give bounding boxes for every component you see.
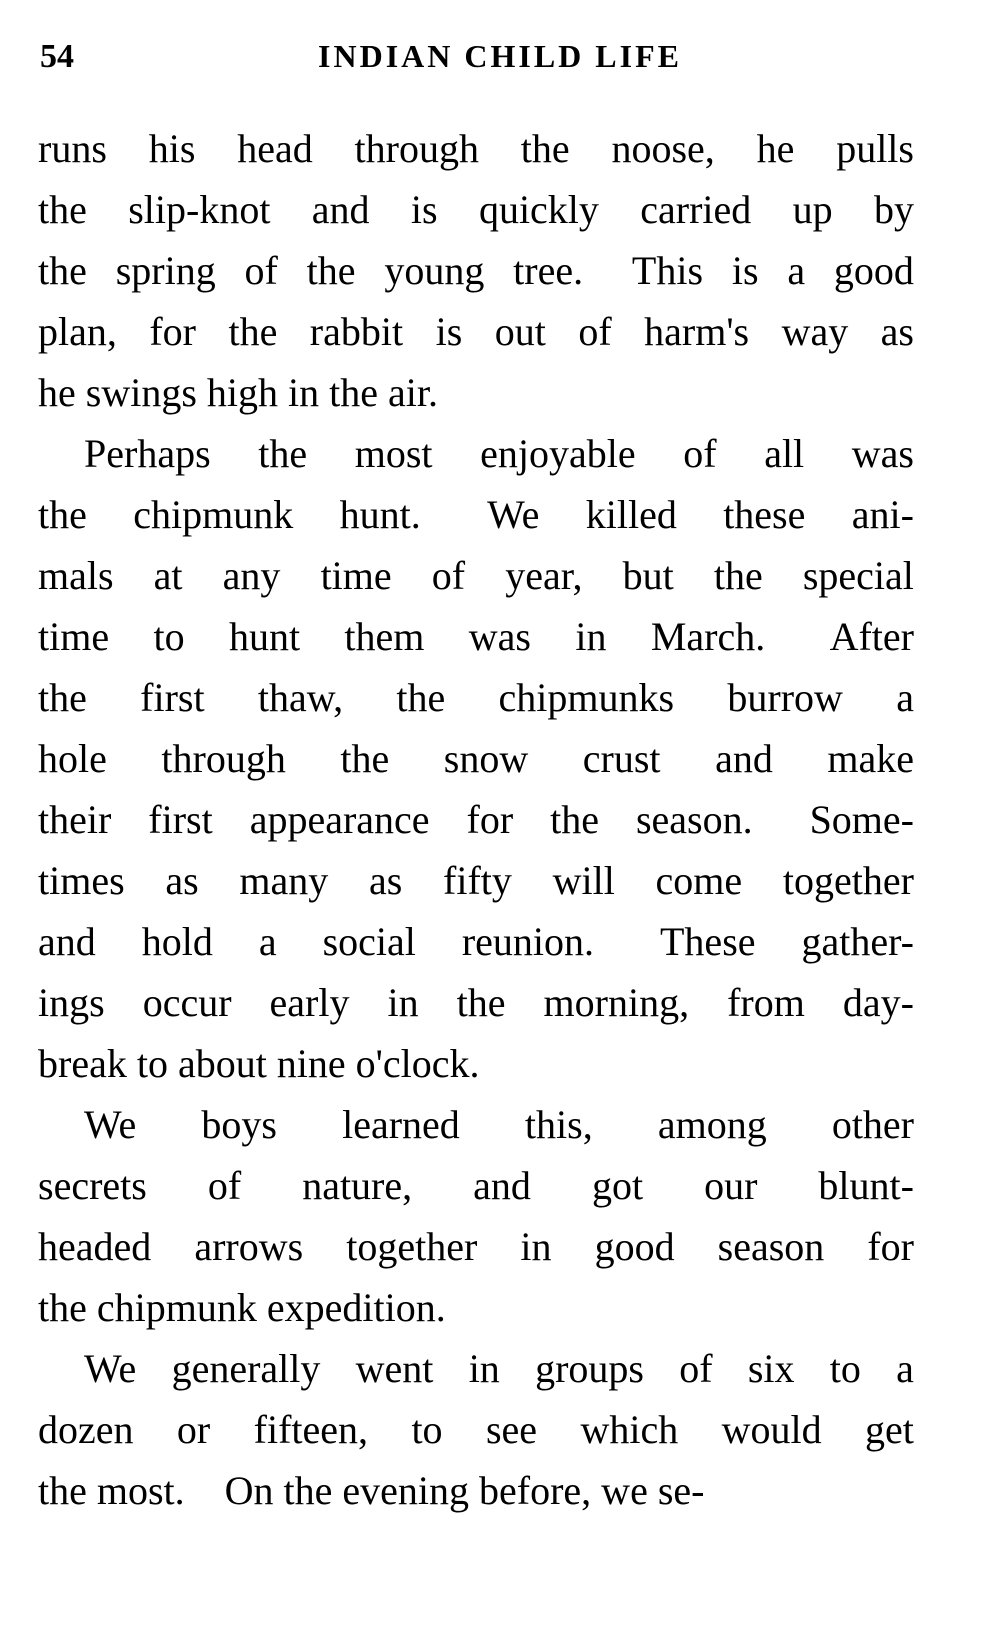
word: six xyxy=(747,1346,795,1391)
word: quickly xyxy=(478,187,599,232)
word: generally xyxy=(171,1346,321,1391)
word: of xyxy=(207,1163,242,1208)
word: get xyxy=(865,1407,914,1452)
word: of xyxy=(679,1346,713,1391)
word: the xyxy=(550,797,599,842)
word: the xyxy=(340,736,390,781)
text-line: break to about nine o'clock. xyxy=(38,1041,480,1086)
word: this, xyxy=(524,1102,593,1147)
word: or xyxy=(176,1407,211,1452)
text-line xyxy=(38,179,914,240)
word: arrows xyxy=(194,1224,304,1269)
word: and xyxy=(473,1163,531,1208)
word: of xyxy=(244,248,278,293)
text-line xyxy=(38,728,914,789)
word: in xyxy=(468,1346,500,1391)
word: secrets xyxy=(38,1163,147,1208)
word: would xyxy=(721,1407,822,1452)
text-line xyxy=(38,911,914,972)
text-line xyxy=(38,667,914,728)
word: groups xyxy=(535,1346,644,1391)
word: a xyxy=(896,675,914,720)
word: the xyxy=(38,675,87,720)
word: dozen xyxy=(38,1407,134,1452)
word: at xyxy=(153,553,183,598)
word: see xyxy=(485,1407,538,1452)
word: After xyxy=(829,614,914,659)
word: will xyxy=(552,858,615,903)
word: to xyxy=(411,1407,443,1452)
word: in xyxy=(387,980,419,1025)
word: as xyxy=(165,858,199,903)
word: We xyxy=(84,1346,137,1391)
word: harm's xyxy=(644,309,750,354)
word: to xyxy=(153,614,185,659)
word: he xyxy=(756,126,795,171)
word: fifty xyxy=(443,858,512,903)
word: ani- xyxy=(851,492,914,537)
word: in xyxy=(575,614,607,659)
word: a xyxy=(896,1346,914,1391)
word: the xyxy=(396,675,446,720)
word: occur xyxy=(142,980,232,1025)
text-line xyxy=(38,423,914,484)
word: hole xyxy=(38,736,107,781)
word: his xyxy=(148,126,196,171)
word: to xyxy=(829,1346,861,1391)
word: most xyxy=(354,431,433,476)
word: together xyxy=(346,1224,478,1269)
word: as xyxy=(368,858,403,903)
word: chipmunks xyxy=(498,675,675,720)
word: for xyxy=(466,797,514,842)
word: nature, xyxy=(302,1163,413,1208)
page-body xyxy=(38,118,914,1521)
word: March. xyxy=(650,614,786,659)
word: and xyxy=(715,736,773,781)
word: as xyxy=(880,309,914,354)
word: year, xyxy=(505,553,583,598)
word: of xyxy=(578,309,612,354)
word: killed xyxy=(585,492,677,537)
word: for xyxy=(149,309,196,354)
word: hold xyxy=(141,919,213,964)
word: season xyxy=(717,1224,825,1269)
word: them xyxy=(344,614,425,659)
word: got xyxy=(591,1163,644,1208)
word: head xyxy=(237,126,313,171)
word: enjoyable xyxy=(480,431,636,476)
word: these xyxy=(723,492,806,537)
word: and xyxy=(38,919,96,964)
word: the xyxy=(38,492,87,537)
word: of xyxy=(431,553,466,598)
word: the xyxy=(713,553,763,598)
text-line xyxy=(38,301,914,362)
word: thaw, xyxy=(257,675,344,720)
word: social xyxy=(322,919,416,964)
text-line: he swings high in the air. xyxy=(38,370,438,415)
page-number: 54 xyxy=(40,38,74,75)
text-line xyxy=(38,1094,914,1155)
text-line: the chipmunk expedition. xyxy=(38,1285,446,1330)
word: is xyxy=(410,187,438,232)
word: time xyxy=(320,553,392,598)
word: special xyxy=(802,553,914,598)
text-line: the most. On the evening before, we se- xyxy=(38,1468,705,1513)
text-line xyxy=(38,606,914,667)
word: the xyxy=(228,309,278,354)
word: chipmunk xyxy=(133,492,294,537)
word: was xyxy=(851,431,914,476)
word: through xyxy=(354,126,479,171)
word: the xyxy=(520,126,570,171)
word: was xyxy=(468,614,531,659)
word: noose, xyxy=(611,126,715,171)
word: snow xyxy=(443,736,529,781)
word: fifteen, xyxy=(253,1407,369,1452)
word: Perhaps xyxy=(84,431,211,476)
text-line xyxy=(38,240,914,301)
word: pulls xyxy=(836,126,914,171)
word: many xyxy=(239,858,329,903)
word: We xyxy=(487,492,540,537)
book-title-header: INDIAN CHILD LIFE xyxy=(318,38,682,74)
word: runs xyxy=(38,126,107,171)
word: is xyxy=(435,309,463,354)
word: spring xyxy=(115,248,216,293)
word: good xyxy=(594,1224,675,1269)
word: from xyxy=(727,980,805,1025)
word: headed xyxy=(38,1224,152,1269)
word: hunt xyxy=(228,614,301,659)
word: mals xyxy=(38,553,114,598)
word: season. xyxy=(635,797,773,842)
word: but xyxy=(622,553,674,598)
text-line xyxy=(38,118,914,179)
word: ings xyxy=(38,980,105,1025)
word: the xyxy=(456,980,506,1025)
word: for xyxy=(867,1224,914,1269)
word: our xyxy=(704,1163,758,1208)
word: in xyxy=(520,1224,552,1269)
word: carried xyxy=(640,187,752,232)
word: up xyxy=(792,187,833,232)
paragraph xyxy=(38,423,914,1094)
word: other xyxy=(831,1102,914,1147)
word: early xyxy=(269,980,350,1025)
word: blunt- xyxy=(818,1163,914,1208)
word: first xyxy=(140,675,205,720)
word: plan, xyxy=(38,309,117,354)
word: the xyxy=(38,187,87,232)
word: time xyxy=(38,614,110,659)
paragraph xyxy=(38,1338,914,1521)
word: reunion. xyxy=(461,919,615,964)
word: among xyxy=(657,1102,767,1147)
running-head xyxy=(40,38,960,86)
word: their xyxy=(38,797,112,842)
word: through xyxy=(161,736,286,781)
word: burrow xyxy=(727,675,843,720)
text-line xyxy=(38,1399,914,1460)
word: good xyxy=(833,248,914,293)
word: by xyxy=(873,187,914,232)
word: a xyxy=(787,248,806,293)
text-line xyxy=(38,1216,914,1277)
word: These xyxy=(660,919,756,964)
word: boys xyxy=(201,1102,277,1147)
word: Some- xyxy=(809,797,914,842)
text-line xyxy=(38,484,914,545)
word: make xyxy=(827,736,914,781)
word: is xyxy=(731,248,759,293)
word: and xyxy=(311,187,370,232)
word: together xyxy=(782,858,914,903)
word: times xyxy=(38,858,125,903)
word: rabbit xyxy=(309,309,404,354)
word: out xyxy=(494,309,546,354)
word: any xyxy=(222,553,281,598)
text-line xyxy=(38,972,914,1033)
word: went xyxy=(355,1346,434,1391)
word: the xyxy=(306,248,356,293)
word: first xyxy=(148,797,213,842)
word: gather- xyxy=(801,919,914,964)
word: slip-knot xyxy=(128,187,271,232)
word: learned xyxy=(342,1102,460,1147)
word: day- xyxy=(842,980,914,1025)
word: of xyxy=(683,431,717,476)
word: the xyxy=(258,431,308,476)
word: way xyxy=(781,309,849,354)
word: come xyxy=(655,858,743,903)
word: appearance xyxy=(249,797,430,842)
paragraph xyxy=(38,1094,914,1338)
text-line xyxy=(38,850,914,911)
word: We xyxy=(84,1102,137,1147)
word: young xyxy=(384,248,485,293)
text-line xyxy=(38,789,914,850)
text-line xyxy=(38,1155,914,1216)
word: crust xyxy=(582,736,661,781)
word: morning, xyxy=(543,980,690,1025)
word: tree. xyxy=(513,248,604,293)
word: hunt. xyxy=(339,492,441,537)
word: the xyxy=(38,248,87,293)
paragraph xyxy=(38,118,914,423)
text-line xyxy=(38,1338,914,1399)
word: which xyxy=(580,1407,679,1452)
word: all xyxy=(764,431,805,476)
text-line xyxy=(38,545,914,606)
word: a xyxy=(258,919,277,964)
word: This xyxy=(631,248,704,293)
